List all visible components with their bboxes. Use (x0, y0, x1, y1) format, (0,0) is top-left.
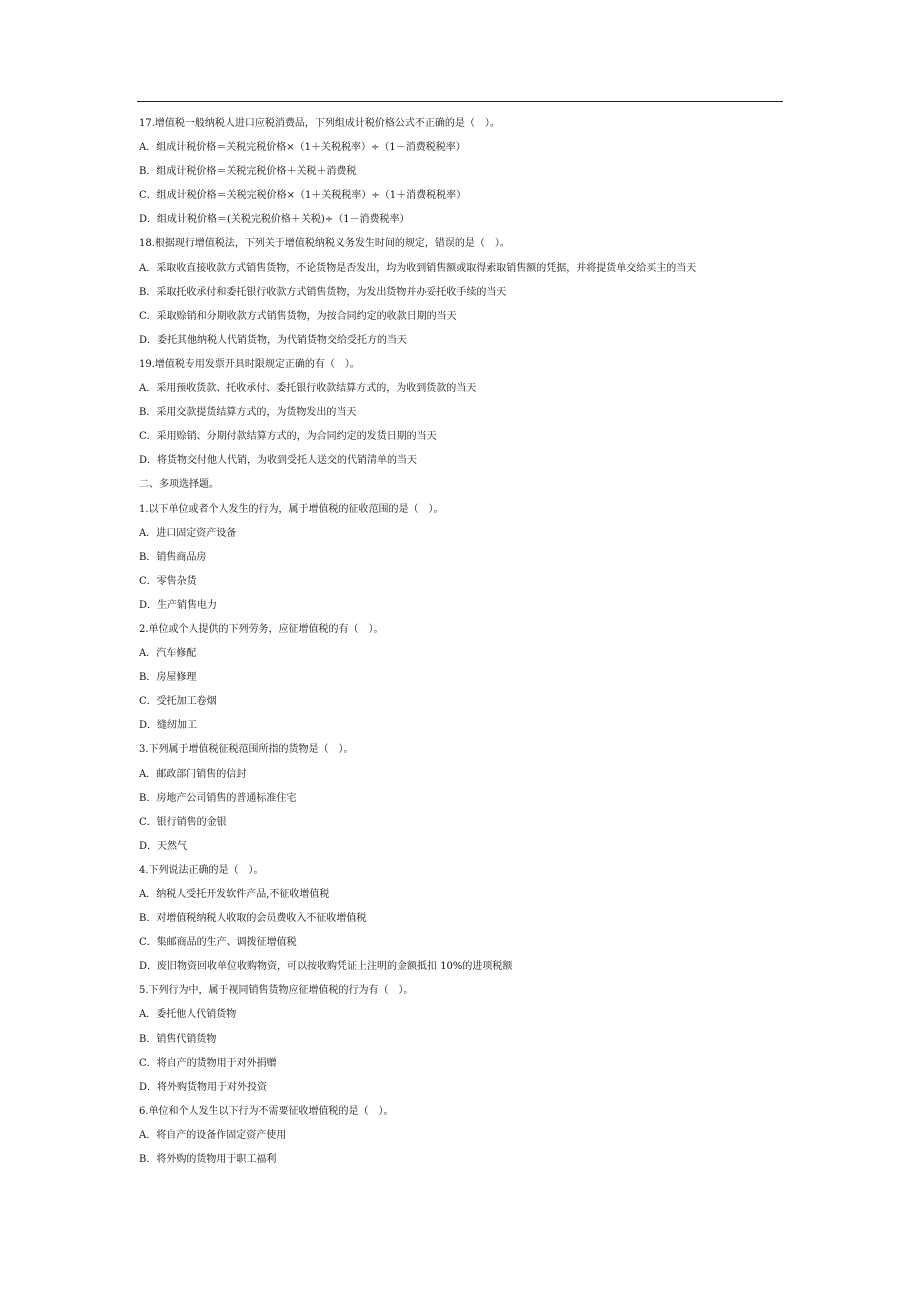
text-line: C．银行销售的金银 (139, 816, 227, 828)
text-line: 4.下列说法正确的是（ ）。 (139, 864, 264, 876)
text-line: D．废旧物资回收单位收购物资，可以按收购凭证上注明的金额抵扣 10%的进项税额 (139, 961, 513, 973)
text-line: A．汽车修配 (139, 648, 197, 660)
text-line: A．将自产的设备作固定资产使用 (139, 1129, 287, 1141)
text-line: A．进口固定资产设备 (139, 527, 237, 539)
text-line: A．采取收直接收款方式销售货物，不论货物是否发出，均为收到销售额或取得索取销售额的凭据，并将提货单交给买主的当天 (139, 262, 697, 274)
text-line: D．生产销售电力 (139, 599, 218, 611)
text-line: D．将外购货物用于对外投资 (139, 1081, 268, 1093)
text-line: C．采取赊销和分期收款方式销售货物，为按合同约定的收款日期的当天 (139, 310, 457, 322)
text-line: A．委托他人代销货物 (139, 1009, 237, 1021)
text-line: D．将货物交付他人代销，为收到受托人送交的代销清单的当天 (139, 455, 418, 467)
text-line: 3.下列属于增值税征税范围所指的货物是（ ）。 (139, 744, 354, 756)
text-line: B．组成计税价格＝关税完税价格＋关税＋消费税 (139, 166, 357, 178)
text-line: A．采用预收货款、托收承付、委托银行收款结算方式的，为收到货款的当天 (139, 383, 477, 395)
text-line: 5.下列行为中，属于视同销售货物应征增值税的行为有（ ）。 (139, 985, 414, 997)
text-line: C．零售杂货 (139, 575, 197, 587)
text-line: 2.单位或个人提供的下列劳务，应征增值税的有（ ）。 (139, 623, 384, 635)
text-line: B．房地产公司销售的普通标准住宅 (139, 792, 297, 804)
text-line: D．缝纫加工 (139, 720, 198, 732)
text-line: C．组成计税价格＝关税完税价格×（1＋关税税率）÷（1＋消费税税率） (139, 190, 467, 202)
text-line: A．组成计税价格＝关税完税价格×（1＋关税税率）÷（1－消费税税率） (139, 142, 466, 154)
header-rule (137, 101, 783, 102)
text-line: A．纳税人受托开发软件产品,不征收增值税 (139, 889, 330, 900)
text-line: D．委托其他纳税人代销货物，为代销货物交给受托方的当天 (139, 334, 408, 346)
text-line: 二、多项选择题。 (139, 479, 219, 491)
text-line: C．采用赊销、分期付款结算方式的，为合同约定的发货日期的当天 (139, 431, 437, 443)
text-line: C．将自产的货物用于对外捐赠 (139, 1057, 277, 1069)
text-line: 6.单位和个人发生以下行为不需要征收增值税的是（ ）。 (139, 1105, 394, 1117)
text-line: 18.根据现行增值税法，下列关于增值税纳税义务发生时间的规定，错误的是（ ）。 (139, 238, 510, 250)
document-body (139, 116, 779, 1176)
text-line: B．采用交款提货结算方式的，为货物发出的当天 (139, 407, 357, 419)
text-line: B．销售代销货物 (139, 1033, 217, 1045)
text-line: D．天然气 (139, 840, 188, 852)
text-line: 19.增值税专用发票开具时限规定正确的有（ ）。 (139, 358, 360, 370)
text-line: B．对增值税纳税人收取的会员费收入不征收增值税 (139, 913, 367, 925)
text-line: 1.以下单位或者个人发生的行为，属于增值税的征收范围的是（ ）。 (139, 503, 444, 515)
text-line: C．受托加工卷烟 (139, 696, 217, 708)
text-line: B．将外购的货物用于职工福利 (139, 1154, 277, 1166)
text-line: B．房屋修理 (139, 672, 197, 684)
text-line: B．销售商品房 (139, 551, 207, 563)
text-line: 17.增值税一般纳税人进口应税消费品，下列组成计税价格公式不正确的是（ ）。 (139, 118, 500, 129)
text-line: C．集邮商品的生产、调拨征增值税 (139, 937, 297, 949)
text-line: A．邮政部门销售的信封 (139, 768, 247, 780)
text-line: D．组成计税价格＝(关税完税价格＋关税)÷（1－消费税率） (139, 214, 410, 226)
text-line: B．采取托收承付和委托银行收款方式销售货物，为发出货物并办妥托收手续的当天 (139, 286, 507, 298)
